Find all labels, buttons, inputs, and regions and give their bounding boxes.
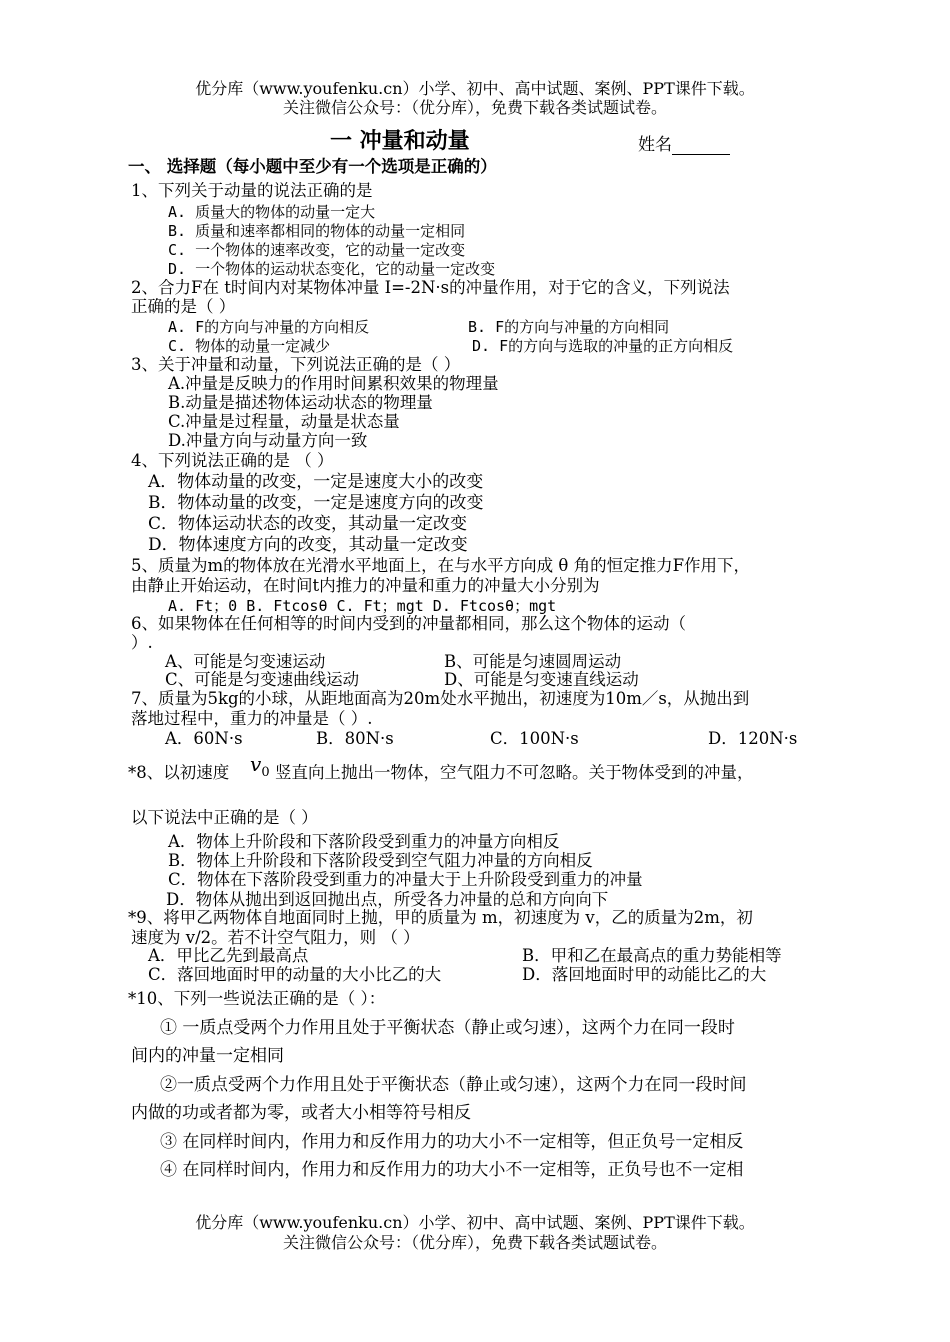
title-row bbox=[0, 124, 950, 154]
q8-stem-1a: *8、以初速度 bbox=[128, 763, 230, 782]
q7-stem-1: 7、质量为5kg的小球，从距地面高为20m处水平抛出，初速度为10m／s，从抛出到 bbox=[131, 689, 750, 708]
q6-option-d: D、可能是匀变速直线运动 bbox=[444, 670, 639, 689]
q3-option-c: C.冲量是过程量，动量是状态量 bbox=[168, 412, 400, 431]
q6-stem-1: 6、如果物体在任何相等的时间内受到的冲量都相同，那么这个物体的运动（ bbox=[131, 614, 686, 633]
page-title: 一 冲量和动量 bbox=[330, 129, 470, 154]
q9-stem-1: *9、将甲乙两物体自地面同时上抛，甲的质量为 m，初速度为 v，乙的质量为2m，初 bbox=[128, 908, 753, 927]
q5-stem-2: 由静止开始运动，在时间t内推力的冲量和重力的冲量大小分别为 bbox=[131, 576, 600, 595]
q5-stem-1: 5、质量为m的物体放在光滑水平地面上，在与水平方向成 θ 角的恒定推力F作用下， bbox=[131, 556, 751, 575]
q8-stem-1b: 竖直向上抛出一物体，空气阻力不可忽略。关于物体受到的冲量， bbox=[275, 763, 754, 782]
q9-option-b: B．甲和乙在最高点的重力势能相等 bbox=[522, 946, 782, 965]
q8-option-c: C．物体在下落阶段受到重力的冲量大于上升阶段受到重力的冲量 bbox=[168, 870, 643, 889]
q4-option-a: A．物体动量的改变，一定是速度大小的改变 bbox=[148, 472, 484, 492]
footer-line-1: 优分库（www.youfenku.cn）小学、初中、高中试题、案例、PPT课件下载。 bbox=[195, 1213, 755, 1232]
v0-subscript: 0 bbox=[261, 765, 270, 780]
q8-option-a: A．物体上升阶段和下落阶段受到重力的冲量方向相反 bbox=[168, 832, 560, 851]
q8-option-b: B．物体上升阶段和下落阶段受到空气阻力冲量的方向相反 bbox=[168, 851, 593, 870]
v0-letter: v bbox=[250, 752, 262, 776]
q2-option-b: B. F的方向与冲量的方向相同 bbox=[468, 318, 670, 336]
q9-stem-2: 速度为 v/2。若不计空气阻力，则 （ ） bbox=[131, 928, 420, 947]
q7-option-b: B．80N·s bbox=[316, 729, 394, 748]
q3-option-d: D.冲量方向与动量方向一致 bbox=[168, 431, 368, 450]
header-line-1: 优分库（www.youfenku.cn）小学、初中、高中试题、案例、PPT课件下载。 bbox=[195, 79, 755, 98]
q1-stem: 1、下列关于动量的说法正确的是 bbox=[131, 181, 373, 200]
q6-option-a: A、可能是匀变速运动 bbox=[165, 652, 326, 671]
q3-stem: 3、关于冲量和动量，下列说法正确的是（ ） bbox=[131, 355, 461, 374]
q10-item-4: ④ 在同样时间内，作用力和反作用力的功大小不一定相等，正负号也不一定相 bbox=[160, 1160, 744, 1180]
q10-stem: *10、下列一些说法正确的是（ ）： bbox=[128, 989, 386, 1008]
q4-option-c: C．物体运动状态的改变，其动量一定改变 bbox=[148, 514, 468, 534]
q10-item-3: ③ 在同样时间内，作用力和反作用力的功大小不一定相等，但正负号一定相反 bbox=[160, 1132, 744, 1152]
q6-option-b: B、可能是匀速圆周运动 bbox=[444, 652, 622, 671]
q1-option-a: A. 质量大的物体的动量一定大 bbox=[168, 203, 376, 221]
name-label: 姓名 bbox=[638, 135, 672, 155]
q4-stem: 4、下列说法正确的是 （ ） bbox=[131, 451, 334, 470]
q2-option-c: C. 物体的动量一定减少 bbox=[168, 337, 331, 355]
q1-option-c: C. 一个物体的速率改变，它的动量一定改变 bbox=[168, 241, 466, 259]
q5-options: A. Ft；0 B. Ftcosθ C. Ft；mgt D. Ftcosθ；mgt bbox=[168, 597, 557, 615]
q2-option-a: A. F的方向与冲量的方向相反 bbox=[168, 318, 370, 336]
q10-item-1b: 间内的冲量一定相同 bbox=[131, 1046, 284, 1066]
q10-item-1a: ① 一质点受两个力作用且处于平衡状态（静止或匀速），这两个力在同一段时 bbox=[160, 1018, 735, 1038]
q3-option-b: B.动量是描述物体运动状态的物理量 bbox=[168, 393, 433, 412]
header-line-2: 关注微信公众号：（优分库），免费下载各类试题试卷。 bbox=[282, 98, 667, 117]
q4-option-b: B．物体动量的改变，一定是速度方向的改变 bbox=[148, 493, 484, 513]
footer-line-2: 关注微信公众号：（优分库），免费下载各类试题试卷。 bbox=[282, 1233, 667, 1252]
q10-item-2b: 内做的功或者都为零，或者大小相等符号相反 bbox=[131, 1103, 471, 1123]
q1-option-d: D. 一个物体的运动状态变化，它的动量一定改变 bbox=[168, 260, 496, 278]
q10-item-2a: ②一质点受两个力作用且处于平衡状态（静止或匀速），这两个力在同一段时间 bbox=[160, 1075, 747, 1095]
q8-stem-2: 以下说法中正确的是（ ） bbox=[131, 808, 318, 827]
q2-stem-2: 正确的是（ ） bbox=[131, 297, 236, 316]
q7-option-d: D．120N·s bbox=[708, 729, 798, 748]
q7-option-a: A．60N·s bbox=[165, 729, 243, 748]
q1-option-b: B. 质量和速率都相同的物体的动量一定相同 bbox=[168, 222, 466, 240]
q2-option-d: D. F的方向与选取的冲量的正方向相反 bbox=[472, 337, 734, 355]
v0-symbol bbox=[250, 752, 270, 780]
section-heading: 一、 选择题（每小题中至少有一个选项是正确的） bbox=[128, 157, 497, 176]
q2-stem-1: 2、合力F在 t时间内对某物体冲量 I=-2N·s的冲量作用，对于它的含义，下列说法 bbox=[131, 278, 730, 297]
q9-option-d: D．落回地面时甲的动能比乙的大 bbox=[522, 965, 767, 984]
q6-option-c: C、可能是匀变速曲线运动 bbox=[165, 670, 360, 689]
q6-stem-2: ）. bbox=[131, 633, 153, 652]
q7-stem-2: 落地过程中，重力的冲量是（ ）. bbox=[131, 709, 373, 728]
q8-option-d: D．物体从抛出到返回抛出点，所受各力冲量的总和方向向下 bbox=[166, 890, 609, 909]
q4-option-d: D．物体速度方向的改变，其动量一定改变 bbox=[148, 535, 468, 555]
name-field bbox=[638, 130, 730, 155]
name-blank bbox=[672, 138, 730, 155]
q9-option-a: A．甲比乙先到最高点 bbox=[148, 946, 309, 965]
q7-option-c: C．100N·s bbox=[490, 729, 579, 748]
q3-option-a: A.冲量是反映力的作用时间累积效果的物理量 bbox=[168, 374, 499, 393]
q9-option-c: C．落回地面时甲的动量的大小比乙的大 bbox=[148, 965, 442, 984]
